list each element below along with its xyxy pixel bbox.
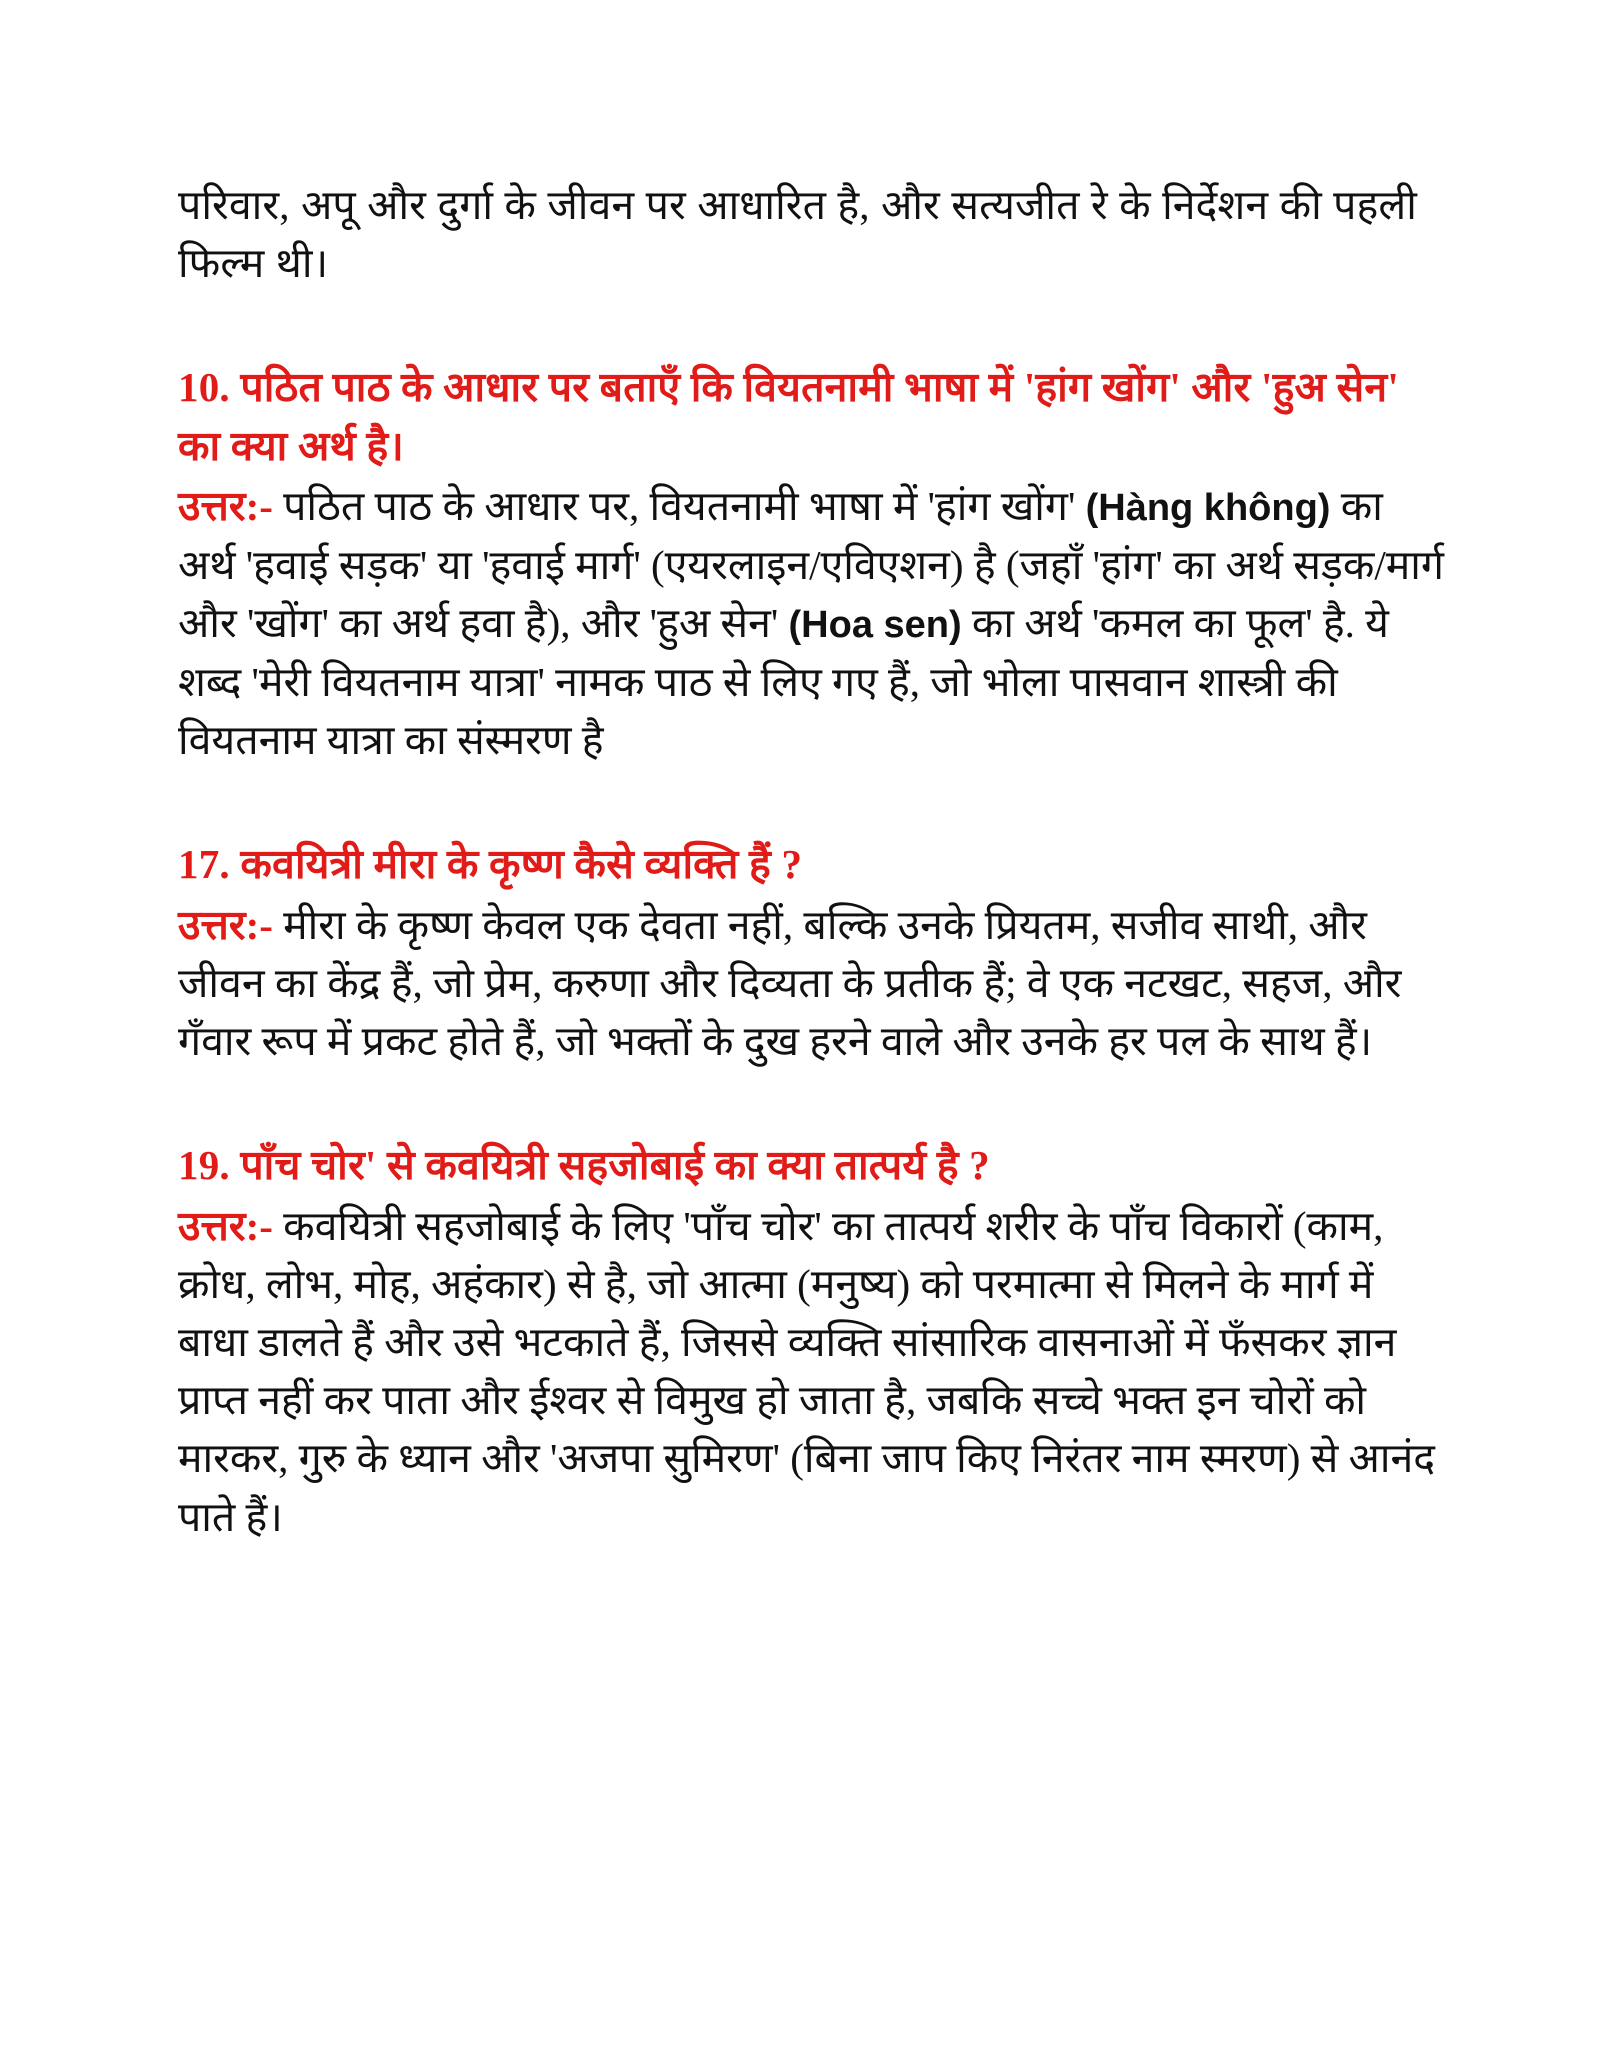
question-text-17: कवयित्री मीरा के कृष्ण कैसे व्यक्ति हैं ? bbox=[240, 841, 803, 888]
question-heading-19 bbox=[178, 1136, 1446, 1194]
answer-seg-10-2: का अर्थ 'हवाई सड़क' या 'हवाई मार्ग' (एयरलाइन/एविएशन) है (जहाँ 'हांग' का अर्थ सड़क/मार्ग और 'खोंग' का अर्थ हवा है), और 'हुअ सेन' bbox=[178, 482, 1444, 647]
question-heading-10 bbox=[178, 358, 1446, 474]
intro-paragraph: परिवार, अपू और दुर्गा के जीवन पर आधारित है, और सत्यजीत रे के निर्देशन की पहली फिल्म थी। bbox=[178, 182, 1417, 287]
question-number-10: 10. bbox=[178, 364, 230, 411]
answer-paragraph-10 bbox=[178, 477, 1446, 770]
qa-block-17 bbox=[178, 835, 1446, 1070]
intro-paragraph-block bbox=[178, 176, 1446, 292]
question-text-10: पठित पाठ के आधार पर बताएँ कि वियतनामी भाषा में 'हांग खोंग' और 'हुअ सेन' का क्या अर्थ है। bbox=[178, 364, 1399, 469]
answer-paragraph-17 bbox=[178, 896, 1446, 1071]
answer-seg-19-0: कवयित्री सहजोबाई के लिए 'पाँच चोर' का तात्पर्य शरीर के पाँच विकारों (काम, क्रोध, लोभ, मोह, अहंकार) से है, जो आत्मा (मनुष्य) को परमात्मा से मिलने के मार्ग में बाधा डालते हैं और उसे भटकाते हैं, जिससे व्यक्ति सांसारिक वासनाओं में फँसकर ज्ञान प्राप्त नहीं कर पाता और ईश्वर से विमुख हो जाता है, जबकि सच्चे भक्त इन चोरों को मारकर, गुरु के ध्यान और 'अजपा सुमिरण' (बिना जाप किए निरंतर नाम स्मरण) से आनंद पाते हैं। bbox=[178, 1202, 1435, 1540]
question-heading-17 bbox=[178, 835, 1446, 893]
answer-latin-term-hoa-sen: (Hoa sen) bbox=[788, 604, 962, 647]
answer-label-17: उत्तर:- bbox=[178, 901, 273, 948]
question-text-19: पाँच चोर' से कवयित्री सहजोबाई का क्या तात्पर्य है ? bbox=[240, 1142, 990, 1189]
qa-block-10 bbox=[178, 358, 1446, 769]
question-number-17: 17. bbox=[178, 841, 230, 888]
answer-seg-10-0: पठित पाठ के आधार पर, वियतनामी भाषा में 'हांग खोंग' bbox=[272, 482, 1086, 529]
question-number-19: 19. bbox=[178, 1142, 230, 1189]
document-body bbox=[178, 176, 1446, 1546]
answer-latin-term-hang-khong: (Hàng không) bbox=[1085, 486, 1331, 529]
answer-seg-17-0: मीरा के कृष्ण केवल एक देवता नहीं, बल्कि उनके प्रियतम, सजीव साथी, और जीवन का केंद्र हैं, जो प्रेम, करुणा और दिव्यता के प्रतीक हैं; वे एक नटखट, सहज, और गँवार रूप में प्रकट होते हैं, जो भक्तों के दुख हरने वाले और उनके हर पल के साथ हैं। bbox=[178, 901, 1402, 1065]
answer-label-19: उत्तर:- bbox=[178, 1202, 273, 1249]
answer-seg-10-4: का अर्थ 'कमल का फूल' है. ये शब्द 'मेरी वियतनाम यात्रा' नामक पाठ से लिए गए हैं, जो भोला पासवान शास्त्री की वियतनाम यात्रा का संस्मरण है bbox=[178, 600, 1389, 764]
answer-label-10: उत्तर:- bbox=[178, 482, 273, 529]
qa-block-19 bbox=[178, 1136, 1446, 1546]
answer-paragraph-19 bbox=[178, 1197, 1446, 1546]
